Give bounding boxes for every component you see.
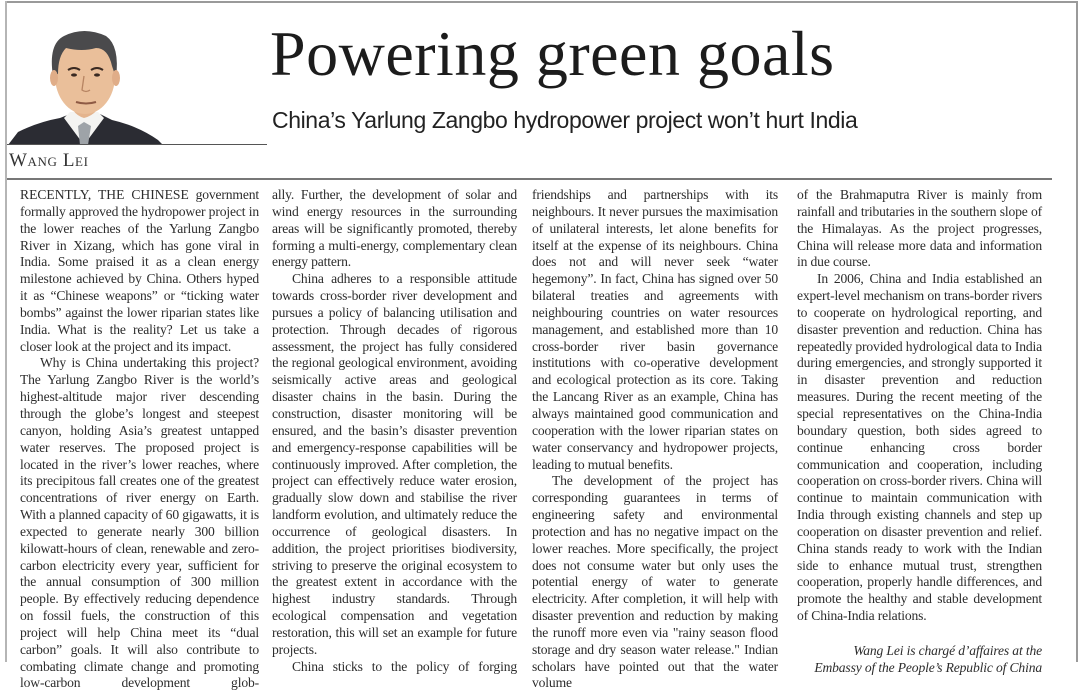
headline: Powering green goals <box>270 18 835 89</box>
author-byline: Wang Lei <box>9 150 89 171</box>
author-note-line: Wang Lei is chargé d’affaires at the <box>853 642 1042 658</box>
article-column-4 <box>797 187 1042 677</box>
author-note <box>797 643 1042 677</box>
subheadline: China’s Yarlung Zangbo hydropower project won’t hurt India <box>272 107 858 133</box>
frame-right-rule <box>1076 1 1078 662</box>
paragraph: In 2006, China and India established an expert-level mechanism on trans-border rivers to cooperate on hydrological reporting, and disaster prevention and reduction. China has repeatedly provided hydrological data to India during emergencies, and strongly supported it in disaster prevention and reduction measures. During the recent meeting of the special representatives on the China-India boundary question, both sides agreed to continue enhancing cross border communication and cooperation, including cooperation on cross-border rivers. China will continue to maintain communication with India through existing channels and step up cooperation on disaster prevention and relief. China stands ready to work with the Indian side to enhance mutual trust, strengthen cooperation, properly handle differences, and promote the healthy and stable development of China-India relations. <box>797 271 1042 624</box>
lead-in: RECENTLY, THE CHINESE <box>20 187 189 202</box>
paragraph: China adheres to a responsible attitude towards cross-border river development and pursues a policy of balancing utilisation and protection. Through decades of rigorous assessment, the project has fully considered the regional geological environment, avoiding seismically active areas and geological disaster chains in the basin. During the construction, disaster monitoring will be ensured, and the basin’s disaster prevention and emergency-response capabilities will be continuously improved. After completion, the project can effectively reduce water erosion, gradually slow down and stabilise the river landform evolution, and ultimately reduce the occurrence of geological disasters. In addition, the project prioritises biodiversity, striving to preserve the original ecosystem to the greatest extent in accordance with the highest industry standards. Through ecological compensation and vegetation restoration, this will set an example for future projects. <box>272 271 517 657</box>
paragraph: of the Brahmaputra River is mainly from rainfall and tributaries in the southern slope of the Himalayas. As the project progresses, China will release more data and information in due course. <box>797 187 1042 270</box>
paragraph: ally. Further, the development of solar and wind energy resources in the surrounding areas will be significantly promoted, thereby forming a multi-energy, complementary clean energy pattern. <box>272 187 517 270</box>
frame-top-rule <box>6 1 1078 3</box>
article-column-1 <box>20 187 259 692</box>
paragraph <box>20 187 259 355</box>
author-note-line: Embassy of the People’s Republic of China <box>814 659 1042 675</box>
paragraph: Why is China undertaking this project? The Yarlung Zangbo River is the world’s highest-altitude major river descending through the globe’s longest and steepest canyon, holding Asia’s greatest untapped water reserves. The proposed project is located in the river’s lower reaches, where its precipitous fall creates one of the greatest concentrations of river energy on Earth. With a planned capacity of 60 gigawatts, it is expected to generate nearly 300 billion kilowatt-hours of clean, renewable and zero-carbon electricity every year, sufficient for the annual consumption of 300 million people. By effectively reducing dependence on fossil fuels, the construction of this project will help China meet its “dual carbon” goals. It will also contribute to combating climate change and promoting low-carbon development glob- <box>20 355 259 691</box>
paragraph: The development of the project has corresponding guarantees in terms of engineering safety and environmental protection and has no negative impact on the lower reaches. More specifically, the project does not consume water but only uses the potential energy of water to generate electricity. After completion, it will help with disaster prevention and reduction by making the runoff more even via "rainy season flood storage and dry season water release." Indian scholars have pointed out that the water volume <box>532 473 778 691</box>
byline-rule <box>7 178 1052 180</box>
frame-left-rule <box>5 1 7 662</box>
article-column-3 <box>532 187 778 692</box>
article-column-2 <box>272 187 517 675</box>
paragraph: friendships and partnerships with its neighbours. It never pursues the maximisation of unilateral interests, let alone benefits for itself at the expense of its neighbours. China does not and will never seek “water hegemony”. In fact, China has signed over 50 bilateral treaties and agreements with neighbouring countries on water resources management, and established more than 10 cross-border river basin governance institutions with co-operative development and ecological protection as its core. Taking the Lancang River as an example, China has always maintained good communication and cooperation with the lower riparian states on water conservancy and hydropower projects, leading to mutual benefits. <box>532 187 778 472</box>
author-portrait <box>8 14 163 145</box>
portrait-rule <box>7 144 267 145</box>
paragraph-text: government formally approved the hydropower project in the lower reaches of the Yarlung Zangbo River in Xizang, which has gone viral in India. Some praised it as a clean energy milestone achieved by China. Others hyped it as “Chinese weapons” or “ticking water bombs” against the lower riparian states like India. What is the reality? Let us take a closer look at the project and its impact. <box>20 187 260 354</box>
paragraph: China sticks to the policy of forging <box>292 658 517 674</box>
